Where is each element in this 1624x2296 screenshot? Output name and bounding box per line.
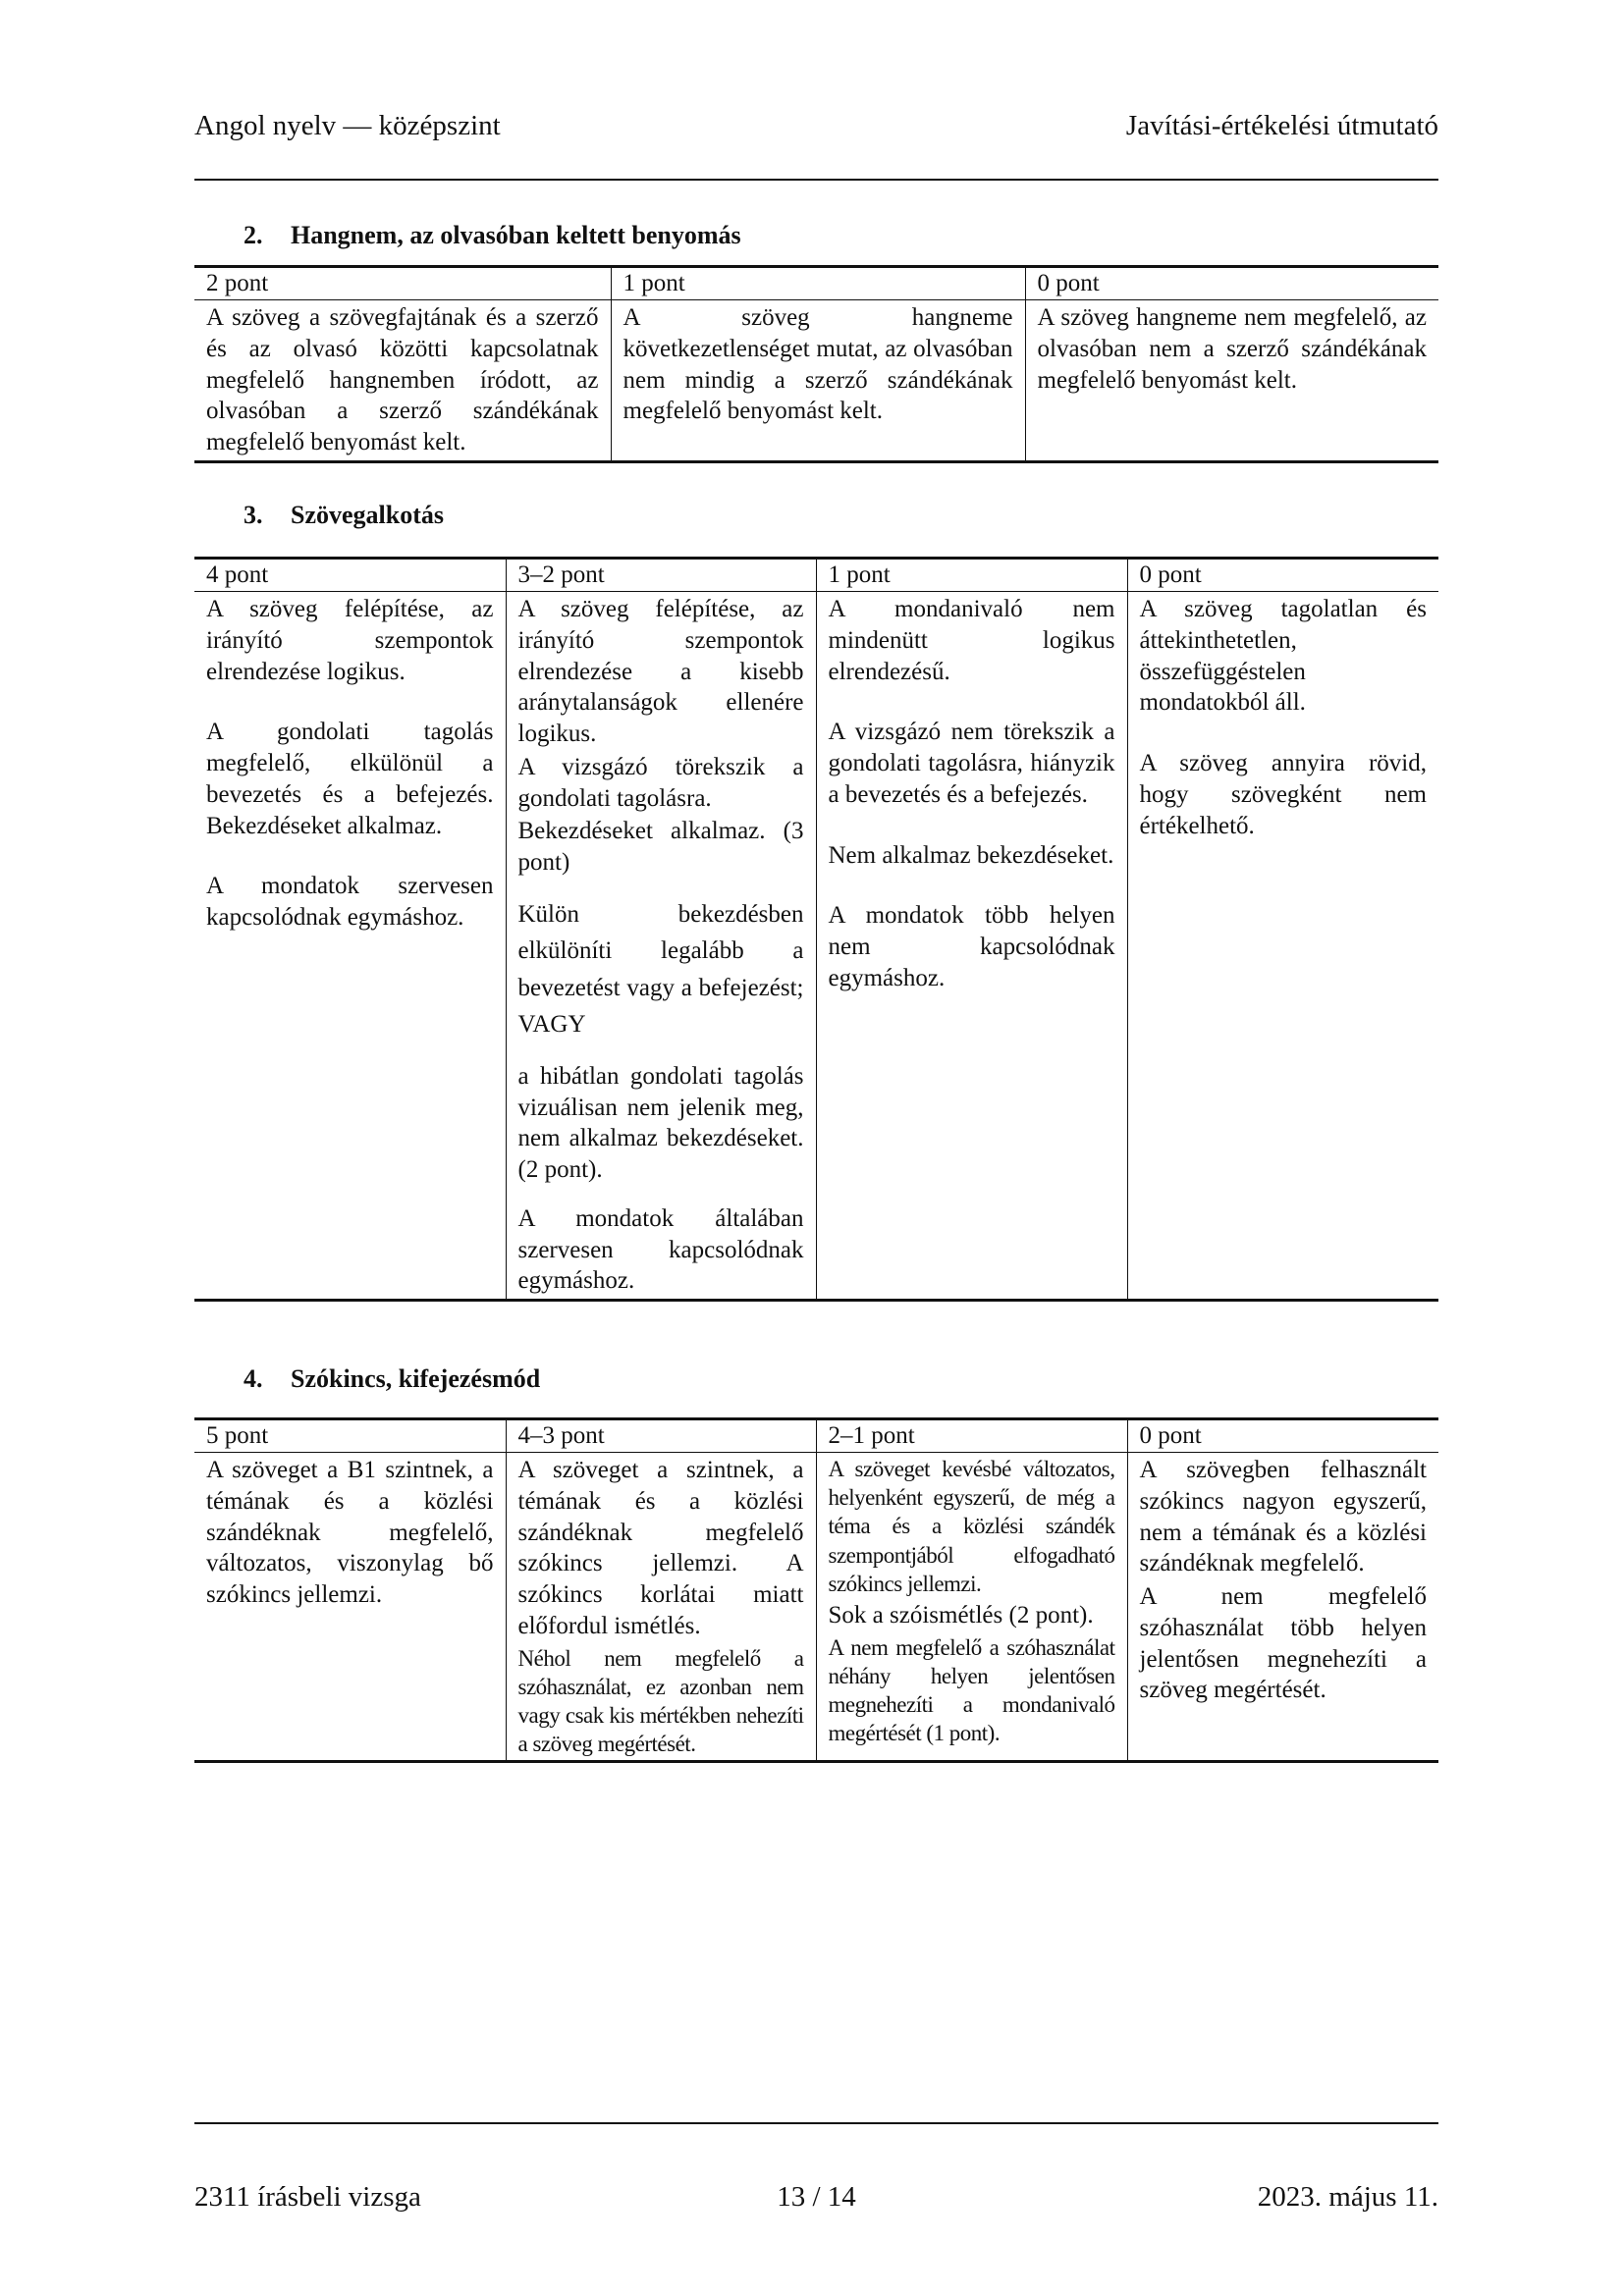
- rubric-table-szovegalkotas: [194, 557, 1438, 1302]
- table-header-row: [194, 559, 1438, 592]
- cell-text: A szöveg hangneme nem megfelelő, az olvasóban nem a szerző szándékának megfelelő benyomást kelt.: [1037, 304, 1427, 394]
- cell-text: A mondatok szervesen kapcsolódnak egymáshoz.: [206, 873, 494, 931]
- section-title-szokincs: [244, 1364, 540, 1394]
- column-header: 0 pont: [1127, 1419, 1438, 1453]
- column-header: 3–2 pont: [506, 559, 816, 592]
- column-header: 0 pont: [1025, 267, 1438, 300]
- cell-text: A szöveg felépítése, az irányító szempontok elrendezése logikus.: [206, 596, 494, 685]
- column-header: 0 pont: [1127, 559, 1438, 592]
- page-footer: [194, 2181, 1438, 2220]
- cell-text: A szöveget a B1 szintnek, a témának és a közlési szándéknak megfelelő, változatos, viszonylag bő szókincs jellemzi.: [206, 1457, 494, 1608]
- footer-rule: [194, 2122, 1438, 2124]
- section-number: 2.: [244, 221, 263, 249]
- cell-text: A nem megfelelő a szóhasználat néhány helyen jelentősen megnehezíti a mondanivaló megértését (1 pont).: [828, 1634, 1115, 1746]
- cell-text: A szövegben felhasznált szókincs nagyon egyszerű, nem a témának és a közlési szándéknak megfelelő.: [1139, 1457, 1427, 1577]
- cell-text: A szöveget kevésbé változatos, helyenként egyszerű, de még a téma és a közlési szándék szempontjából elfogadható szókincs jellemzi.: [828, 1457, 1115, 1596]
- table-cell: [194, 1453, 506, 1762]
- footer-page-number: 13 / 14: [777, 2181, 856, 2213]
- cell-text: A nem megfelelő szóhasználat több helyen jelentősen megnehezíti a szöveg megértését.: [1139, 1583, 1427, 1704]
- cell-text: A mondatok általában szervesen kapcsolódnak egymáshoz.: [517, 1204, 804, 1295]
- column-header: 2–1 pont: [816, 1419, 1127, 1453]
- column-header: 4–3 pont: [506, 1419, 816, 1453]
- cell-text: A mondatok több helyen nem kapcsolódnak egymáshoz.: [828, 902, 1115, 991]
- table-header-row: [194, 267, 1438, 300]
- section-number: 4.: [244, 1364, 263, 1393]
- rubric-table-szokincs: [194, 1417, 1438, 1763]
- cell-text: A vizsgázó törekszik a gondolati tagolásra.: [517, 753, 804, 812]
- cell-text: Külön bekezdésben elkülöníti legalább a bevezetést vagy a befejezést; VAGY: [517, 900, 804, 1039]
- column-header: 1 pont: [816, 559, 1127, 592]
- cell-text: A szöveg hangneme következetlenséget mutat, az olvasóban nem mindig a szerző szándékának megfelelő benyomást kelt.: [623, 304, 1013, 425]
- table-cell: [816, 1453, 1127, 1762]
- exam-page: [194, 0, 1438, 2296]
- section-title-text: Szókincs, kifejezésmód: [291, 1364, 541, 1393]
- rubric-table-hangnem: [194, 265, 1438, 463]
- header-rule: [194, 179, 1438, 181]
- footer-exam-code: 2311 írásbeli vizsga: [194, 2181, 421, 2213]
- table-cell: [611, 300, 1025, 462]
- table-row: [194, 1453, 1438, 1762]
- table-cell: [1127, 592, 1438, 1301]
- cell-text: A vizsgázó nem törekszik a gondolati tagolásra, hiányzik a bevezetés és a befejezés.: [828, 719, 1115, 808]
- cell-text: A szöveg annyira rövid, hogy szövegként nem értékelhető.: [1139, 750, 1427, 839]
- table-header-row: [194, 1419, 1438, 1453]
- table-cell: [506, 1453, 816, 1762]
- section-title-text: Szövegalkotás: [291, 501, 444, 529]
- section-title-hangnem: [244, 221, 741, 250]
- section-title-szovegalkotas: [244, 501, 444, 530]
- table-row: [194, 300, 1438, 462]
- page-header: [194, 110, 1438, 149]
- cell-text: A mondanivaló nem mindenütt logikus elrendezésű.: [828, 596, 1115, 685]
- table-cell: [194, 592, 506, 1301]
- column-header: 2 pont: [194, 267, 611, 300]
- header-subject: Angol nyelv — középszint: [194, 110, 501, 141]
- cell-text: A szöveg felépítése, az irányító szempontok elrendezése a kisebb aránytalanságok ellenére logikus.: [517, 596, 804, 747]
- section-number: 3.: [244, 501, 263, 529]
- cell-text: A szöveg a szövegfajtának és a szerző és az olvasó közötti kapcsolatnak megfelelő hangnemben íródott, az olvasóban a szerző szándékának megfelelő benyomást kelt.: [206, 304, 599, 455]
- column-header: 4 pont: [194, 559, 506, 592]
- table-cell: [1025, 300, 1438, 462]
- cell-text: A gondolati tagolás megfelelő, elkülönül a bevezetés és a befejezés. Bekezdéseket alkalmaz.: [206, 719, 494, 839]
- table-cell: [506, 592, 816, 1301]
- cell-text: Néhol nem megfelelő a szóhasználat, ez azonban nem vagy csak kis mértékben nehezíti a szöveg megértését.: [517, 1645, 804, 1757]
- cell-text: A szöveget a szintnek, a témának és a közlési szándéknak megfelelő szókincs jellemzi. A szókincs korlátai miatt előfordul ismétlés.: [517, 1457, 804, 1639]
- cell-text: Nem alkalmaz bekezdéseket.: [828, 841, 1114, 869]
- cell-text: Sok a szóismétlés (2 pont).: [828, 1602, 1094, 1629]
- table-cell: [816, 592, 1127, 1301]
- cell-text: A szöveg tagolatlan és áttekinthetetlen, összefüggéstelen mondatokból áll.: [1139, 596, 1427, 717]
- cell-text: a hibátlan gondolati tagolás vizuálisan nem jelenik meg, nem alkalmaz bekezdéseket. (2 pont).: [517, 1062, 804, 1183]
- column-header: 5 pont: [194, 1419, 506, 1453]
- table-cell: [194, 300, 611, 462]
- cell-text: Bekezdéseket alkalmaz. (3 pont): [517, 818, 804, 876]
- column-header: 1 pont: [611, 267, 1025, 300]
- table-row: [194, 592, 1438, 1301]
- section-title-text: Hangnem, az olvasóban keltett benyomás: [291, 221, 741, 249]
- table-cell: [1127, 1453, 1438, 1762]
- header-doc-type: Javítási-értékelési útmutató: [1125, 110, 1438, 141]
- footer-date: 2023. május 11.: [1257, 2181, 1438, 2213]
